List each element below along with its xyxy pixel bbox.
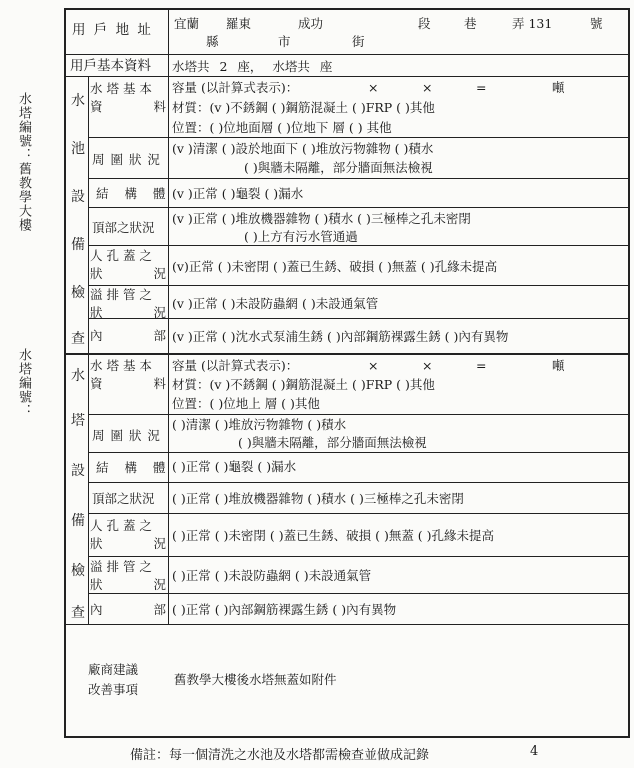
sec2-basic-label: 水 塔 基 本 資 料 [90, 358, 166, 391]
row-divider [88, 318, 628, 319]
row-divider [66, 624, 628, 625]
sec1-inner: (v )正常 ( )沈水式泵浦生銹 ( )內部鋼筋裸露生銹 ( )內有異物 [172, 329, 509, 344]
address-label: 用 戶 地 址 [72, 22, 153, 38]
page-number: 4 [530, 744, 539, 759]
sec1-cap-unit: 噸 [552, 80, 565, 95]
sec2-inner-label: 內 部 [90, 602, 166, 617]
basic-info-value: 水塔共 2 座， 水塔共 座 [172, 59, 333, 74]
advice-label-2: 改善事項 [88, 682, 139, 697]
sec2-manhole-label: 人 孔 蓋 之 狀 況 [90, 518, 166, 551]
column-divider [168, 10, 169, 624]
row-divider [88, 245, 628, 246]
address-street-label: 街 [352, 34, 365, 49]
tower1-side-label: 水塔編號：舊教學大樓 [16, 92, 31, 232]
row-divider [88, 593, 628, 594]
sec1-surround-line2: ( )與牆未隔離，部分牆面無法檢視 [244, 160, 433, 175]
sec2-surround-line1: ( )清潔 ( )堆放污物雜物 ( )積水 [172, 417, 347, 432]
sec2-overflow: ( )正常 ( )未設防蟲網 ( )未設通氣管 [172, 568, 372, 583]
sec2-structure-label: 結 構 體 [96, 460, 172, 475]
sec1-manhole-label: 人 孔 蓋 之 狀 況 [90, 248, 166, 281]
sec1-surround-label: 周 圍 狀 況 [92, 152, 161, 167]
row-divider [88, 207, 628, 208]
sec1-vertical-char: 備 [71, 237, 85, 253]
sec1-vertical-char: 查 [71, 331, 85, 347]
sec1-capacity-label: 容量 (以計算式表示)： [172, 80, 299, 95]
address-city-label: 市 [278, 34, 291, 49]
inspection-form [64, 8, 630, 738]
sec2-material: 材質：(v )不銹鋼 ( )鋼筋混凝土 ( )FRP ( )其他 [172, 377, 435, 392]
sec1-structure-label: 結 構 體 [96, 186, 172, 201]
sec1-structure: (v )正常 ( )龜裂 ( )漏水 [172, 186, 304, 201]
address-county-name: 宜蘭 [174, 16, 200, 31]
sec1-basic-label: 水 塔 基 本 資 料 [90, 81, 166, 114]
row-divider [88, 178, 628, 179]
sec1-cap-symbol: × [422, 80, 433, 95]
sec2-vertical-char: 查 [71, 605, 85, 621]
sec2-position: 位置：( )位地上 層 ( )其他 [172, 396, 320, 411]
row-divider [66, 54, 628, 55]
sec1-vertical-char: 池 [71, 141, 85, 157]
sec2-vertical-char: 設 [71, 463, 85, 479]
sec1-cap-symbol: × [368, 80, 379, 95]
sec1-inner-label: 內 部 [90, 328, 166, 343]
sec1-top-line1: (v )正常 ( )堆放機器雜物 ( )積水 ( )三極棒之孔未密閉 [172, 211, 471, 226]
address-section-label: 段 [418, 16, 431, 31]
sec2-surround-line2: ( )與牆未隔離，部分牆面無法檢視 [238, 435, 427, 450]
row-divider [88, 285, 628, 286]
sec1-material: 材質：(v )不銹鋼 ( )鋼筋混凝土 ( )FRP ( )其他 [172, 100, 435, 115]
address-town-name: 羅東 [226, 16, 252, 31]
row-divider [88, 137, 628, 138]
row-divider [88, 482, 628, 483]
section-divider [66, 353, 628, 355]
row-divider [88, 452, 628, 453]
row-divider [88, 556, 628, 557]
sec2-cap-symbol: × [368, 358, 379, 373]
row-divider [88, 414, 628, 415]
column-divider [88, 76, 89, 624]
sec1-position: 位置：( )位地面層 ( )位地下 層 ( ) 其他 [172, 120, 392, 135]
sec2-top-label: 頂部之狀況 [92, 491, 155, 506]
sec1-vertical-char: 檢 [71, 285, 85, 301]
sec2-manhole: ( )正常 ( )未密閉 ( )蓋已生銹、破損 ( )無蓋 ( )孔緣未提高 [172, 528, 495, 543]
sec1-overflow: (v )正常 ( )未設防蟲網 ( )未設通氣管 [172, 296, 379, 311]
sec2-cap-symbol: = [476, 358, 487, 373]
row-divider [88, 513, 628, 514]
sec2-surround-label: 周 圍 狀 況 [92, 428, 161, 443]
advice-value: 舊教學大樓後水塔無蓋如附件 [174, 672, 337, 687]
advice-label-1: 廠商建議 [88, 662, 139, 677]
sec2-cap-unit: 噸 [552, 358, 565, 373]
sec1-vertical-char: 設 [71, 189, 85, 205]
sec1-vertical-char: 水 [71, 93, 85, 109]
sec1-surround-line1: (v )清潔 ( )設於地面下 ( )堆放污物雜物 ( )積水 [172, 141, 434, 156]
sec2-vertical-char: 檢 [71, 563, 85, 579]
sec1-top-label: 頂部之狀況 [92, 220, 155, 235]
sec2-inner: ( )正常 ( )內部鋼筋裸露生銹 ( )內有異物 [172, 602, 397, 617]
basic-info-label: 用戶基本資料 [70, 58, 151, 74]
footer-note: 備註：每一個清洗之水池及水塔都需檢查並做成記錄 [130, 748, 430, 763]
sec1-top-line2: ( )上方有污水管通過 [244, 229, 358, 244]
sec2-vertical-char: 塔 [71, 413, 85, 429]
sec2-cap-symbol: × [422, 358, 433, 373]
sec2-overflow-label: 溢 排 管 之 狀 況 [90, 559, 166, 592]
address-alley-number: 弄 131 [512, 16, 553, 31]
sec1-overflow-label: 溢 排 管 之 狀 況 [90, 287, 166, 320]
row-divider [66, 76, 628, 77]
sec2-vertical-char: 水 [71, 368, 85, 384]
address-street-name: 成功 [298, 16, 324, 31]
sec1-cap-symbol: = [476, 80, 487, 95]
sec2-vertical-char: 備 [71, 513, 85, 529]
sec1-manhole: (v)正常 ( )未密閉 ( )蓋已生銹、破損 ( )無蓋 ( )孔緣未提高 [172, 259, 498, 274]
sec2-structure: ( )正常 ( )龜裂 ( )漏水 [172, 459, 297, 474]
sec2-top: ( )正常 ( )堆放機器雜物 ( )積水 ( )三極棒之孔未密閉 [172, 491, 464, 506]
address-county-label: 縣 [206, 34, 219, 49]
tower2-side-label: 水塔編號： [16, 348, 31, 418]
address-lane-label: 巷 [464, 16, 477, 31]
sec2-capacity-label: 容量 (以計算式表示)： [172, 358, 299, 373]
address-number-label: 號 [590, 16, 603, 31]
